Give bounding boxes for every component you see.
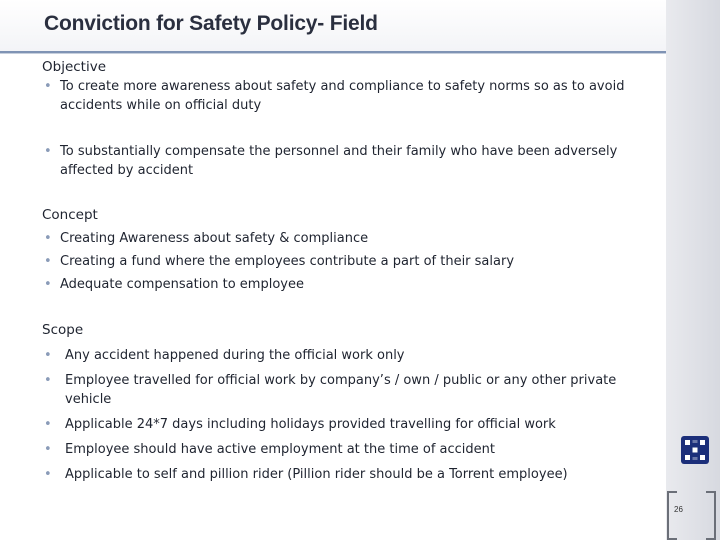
page-number: 26 [674,505,683,514]
page-number-bracket-left [667,491,677,540]
objective-bullet: • To create more awareness about safety and compliance to safety norms so as to avoid accidents while on official duty [42,77,642,115]
company-logo-icon-graphic [681,436,709,464]
objective-section [42,58,642,180]
concept-bullet: • Creating Awareness about safety & compliance [42,229,642,248]
concept-section [42,206,642,294]
scope-section [42,321,642,484]
company-logo-icon [681,436,709,464]
scope-bullet: • Employee should have active employment at the time of accident [42,440,642,459]
scope-bullet: • Applicable 24*7 days including holidays provided travelling for official work [42,415,642,434]
slide-title: Conviction for Safety Policy- Field [44,12,378,35]
objective-bullet: • To substantially compensate the personnel and their family who have been adversely affected by accident [42,142,642,180]
slide-content [42,58,642,484]
scope-heading: Scope [42,322,84,338]
concept-bullet: • Creating a fund where the employees contribute a part of their salary [42,252,642,271]
title-divider-light [0,53,666,54]
page-number-bracket-right [706,491,716,540]
concept-heading: Concept [42,207,98,223]
concept-bullet: • Adequate compensation to employee [42,275,642,294]
scope-bullet: • Applicable to self and pillion rider (Pillion rider should be a Torrent employee) [42,465,642,484]
scope-bullet: • Any accident happened during the official work only [42,346,642,365]
scope-bullet: • Employee travelled for official work by company’s / own / public or any other private vehicle [42,371,642,409]
objective-heading: Objective [42,59,107,75]
